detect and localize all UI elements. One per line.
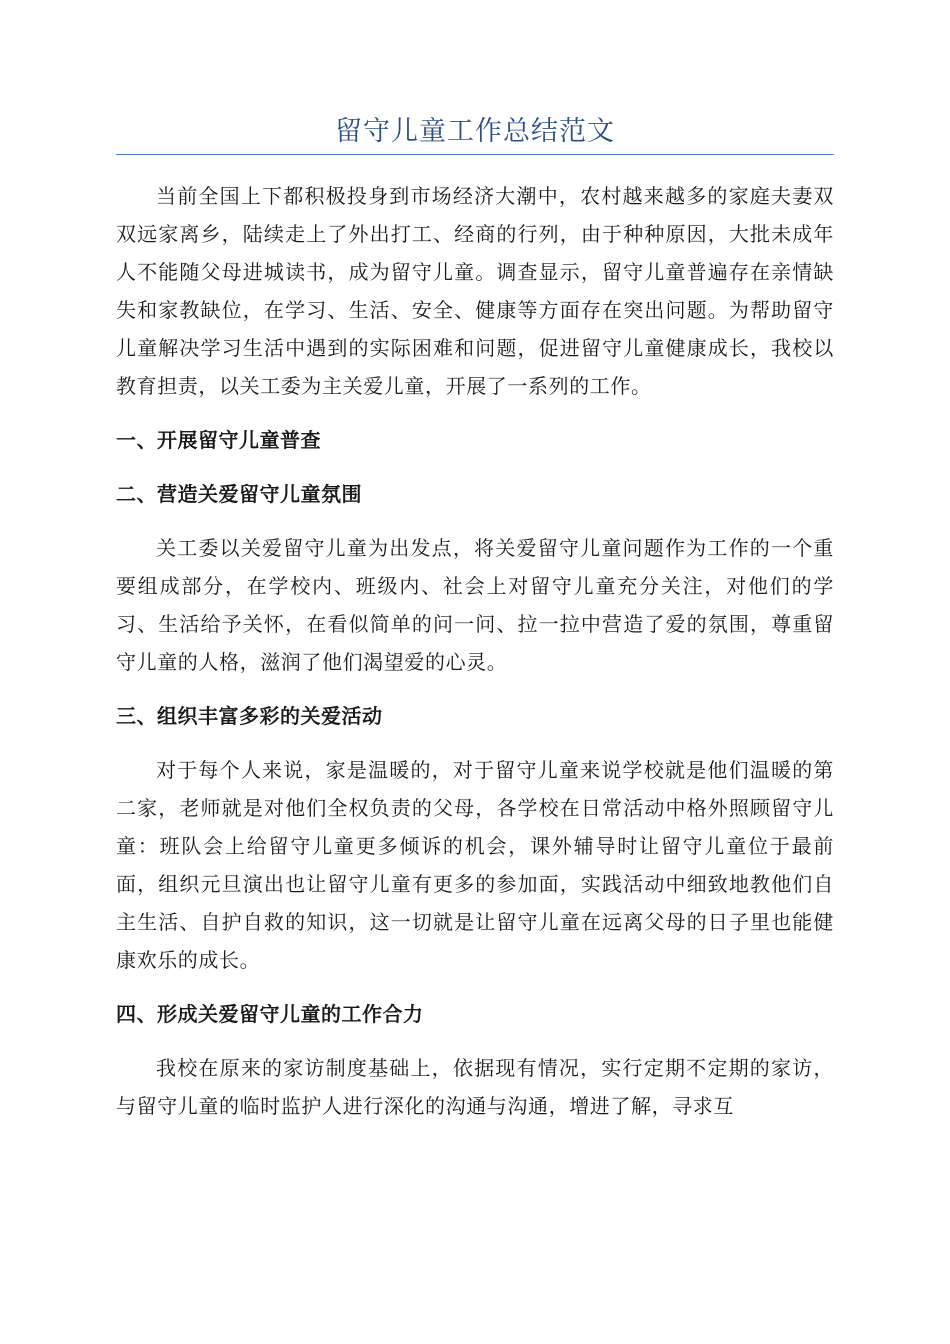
title-underline — [116, 154, 834, 155]
section-body-2: 关工委以关爱留守儿童为出发点，将关爱留守儿童问题作为工作的一个重要组成部分，在学校内、班级内、社会上对留守儿童充分关注，对他们的学习、生活给予关怀，在看似简单的问一问、拉一拉中营造了爱的氛围，尊重留守儿童的人格，滋润了他们渴望爱的心灵。 — [116, 536, 834, 674]
intro-paragraph: 当前全国上下都积极投身到市场经济大潮中，农村越来越多的家庭夫妻双双远家离乡，陆续走上了外出打工、经商的行列，由于种种原因，大批未成年人不能随父母进城读书，成为留守儿童。调查显示，留守儿童普遍存在亲情缺失和家教缺位，在学习、生活、安全、健康等方面存在突出问题。为帮助留守儿童解决学习生活中遇到的实际困难和问题，促进留守儿童健康成长，我校以教育担责，以关工委为主关爱儿童，开展了一系列的工作。 — [116, 184, 834, 398]
section-heading-4: 四、形成关爱留守儿童的工作合力 — [116, 1002, 424, 1026]
section-heading-3: 三、组织丰富多彩的关爱活动 — [116, 704, 383, 728]
document-page — [116, 0, 834, 1125]
section-body-4: 我校在原来的家访制度基础上，依据现有情况，实行定期不定期的家访，与留守儿童的临时监护人进行深化的沟通与沟通，增进了解，寻求互 — [116, 1056, 834, 1118]
section-heading-1: 一、开展留守儿童普查 — [116, 428, 321, 452]
section-body-3: 对于每个人来说，家是温暖的，对于留守儿童来说学校就是他们温暖的第二家，老师就是对他们全权负责的父母，各学校在日常活动中格外照顾留守儿童：班队会上给留守儿童更多倾诉的机会，课外辅导时让留守儿童位于最前面，组织元旦演出也让留守儿童有更多的参加面，实践活动中细致地教他们自主生活、自护自救的知识，这一切就是让留守儿童在远离父母的日子里也能健康欢乐的成长。 — [116, 758, 834, 972]
section-heading-2: 二、营造关爱留守儿童氛围 — [116, 482, 362, 506]
document-title: 留守儿童工作总结范文 — [335, 116, 615, 147]
